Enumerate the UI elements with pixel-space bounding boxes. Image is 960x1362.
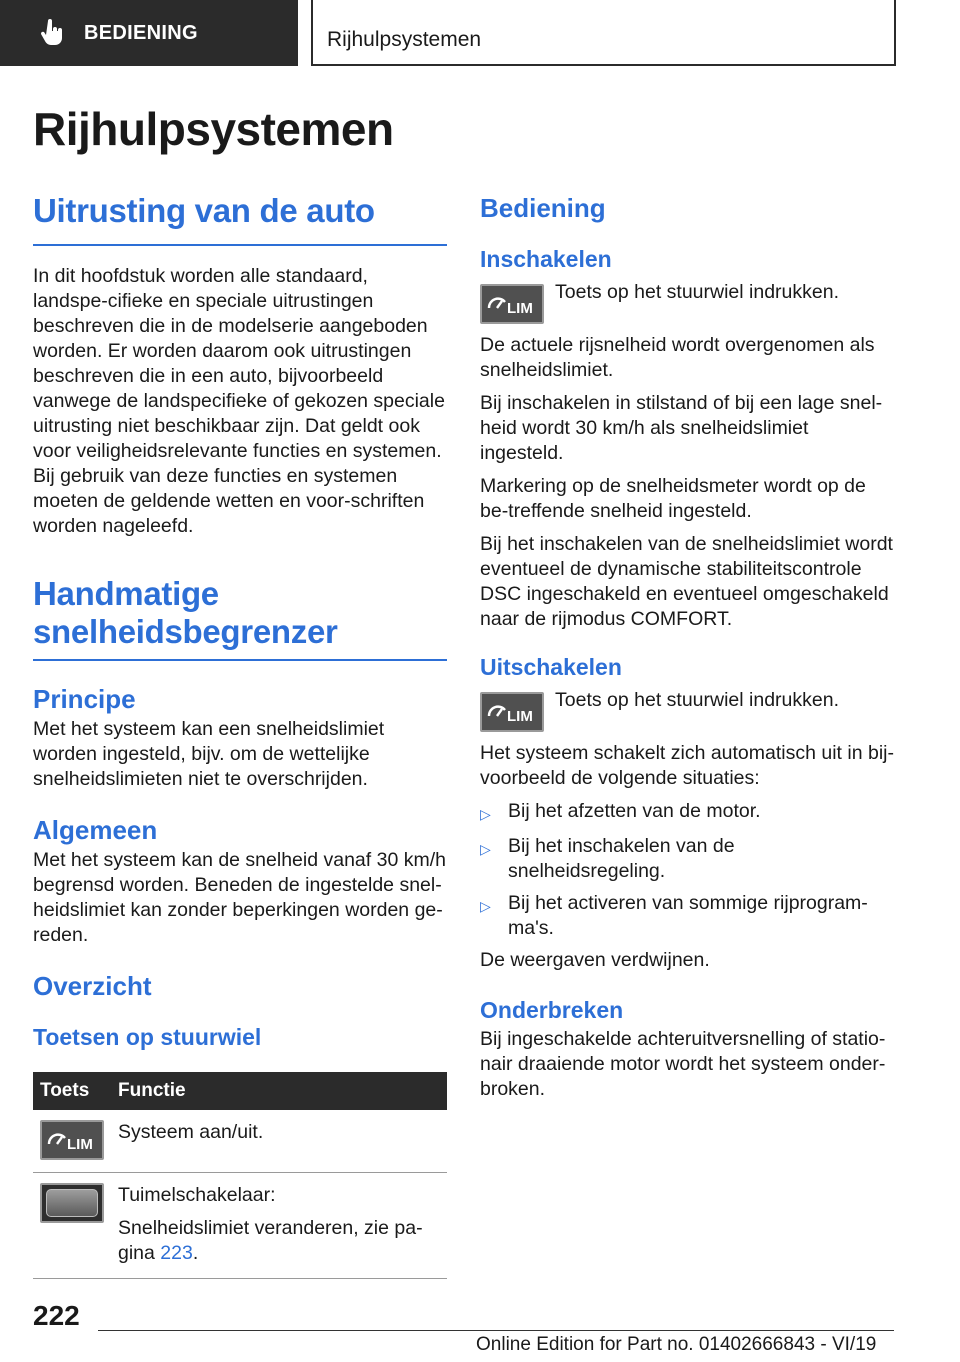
table-cell-functie: Systeem aan/uit.	[111, 1110, 447, 1173]
lim-button-icon	[480, 284, 544, 324]
table-cell-icon	[33, 1110, 111, 1173]
left-column	[33, 180, 447, 1279]
heading-uitschakelen: Uitschakelen	[480, 654, 622, 680]
rocker-description-suffix: .	[192, 1242, 199, 1264]
heading-toetsen: Toetsen op stuurwiel	[33, 1024, 262, 1050]
paragraph-principe: Met het systeem kan een snelheidslimiet worden ingesteld, bijv. om de wettelijke snelheidslimieten niet te overschrijden.	[33, 718, 385, 790]
rocker-label: Tuimelschakelaar:	[118, 1184, 276, 1206]
uitschakelen-instruction	[480, 688, 896, 732]
lim-button-icon	[480, 692, 544, 732]
table-header-row	[33, 1072, 447, 1110]
inschakelen-instruction	[480, 280, 896, 324]
header-chapter-label: Rijhulpsystemen	[327, 28, 482, 51]
footer-divider	[98, 1330, 894, 1331]
header-section-label: BEDIENING	[84, 21, 198, 44]
heading-inschakelen: Inschakelen	[480, 246, 612, 272]
header-chapter-box	[311, 0, 896, 66]
triangle-bullet-icon: ▷	[480, 898, 491, 914]
lim-label: LIM	[67, 1136, 93, 1153]
paragraph-inschakelen-2: Bij inschakelen in stilstand of bij een lage snel-heid wordt 30 km/h als snelheidslimiet ingesteld.	[480, 392, 883, 464]
paragraph-uitrusting: In dit hoofdstuk worden alle standaard, landspe-cifieke en speciale uitrustingen beschreven die in de modelserie aangeboden worden. Er worden daarom ook uitrustingen beschreven die in een auto, bijvoorbeeld vanwege de landspecifieke of gekozen speciale uitrusting niet beschikbaar zijn. Dat geldt ook voor veiligheidsrelevante functies en systemen. Bij gebruik van deze functies en systemen moeten de geldende wetten en voor-schriften worden nageleefd.	[33, 265, 445, 537]
rocker-switch-icon	[40, 1183, 104, 1223]
hand-pointer-icon	[38, 19, 66, 47]
heading-uitrusting: Uitrusting van de auto	[33, 192, 447, 246]
rocker-description	[118, 1216, 440, 1266]
right-column	[480, 180, 896, 1102]
heading-handmatige-block	[33, 575, 447, 661]
page-number: 222	[33, 1300, 80, 1331]
inschakelen-instruction-text: Toets op het stuurwiel indrukken.	[555, 281, 839, 303]
header-section-tab	[0, 0, 298, 66]
rocker-description-text: Snelheidslimiet veranderen, zie pa-gina	[118, 1217, 423, 1264]
list-item-text: Bij het afzetten van de motor.	[508, 800, 761, 822]
table-row	[33, 1173, 447, 1279]
lim-label: LIM	[507, 300, 533, 317]
triangle-bullet-icon: ▷	[480, 806, 491, 822]
list-item-text: Bij het inschakelen van de snelheidsregeling.	[508, 835, 735, 882]
heading-handmatige-line1: Handmatige	[33, 575, 219, 612]
table-row	[33, 1110, 447, 1173]
heading-algemeen: Algemeen	[33, 815, 158, 845]
heading-bediening: Bediening	[480, 193, 606, 223]
uitschakelen-list	[480, 799, 896, 941]
heading-onderbreken: Onderbreken	[480, 997, 624, 1023]
page-title: Rijhulpsystemen	[33, 103, 394, 155]
table-header-toets: Toets	[33, 1072, 111, 1110]
list-item-text: Bij het activeren van sommige rijprogram-ma's.	[508, 892, 868, 939]
heading-principe: Principe	[33, 684, 136, 714]
lim-label: LIM	[507, 708, 533, 725]
heading-handmatige-line2: snelheidsbegrenzer	[33, 613, 338, 650]
table-cell-icon	[33, 1173, 111, 1279]
paragraph-algemeen: Met het systeem kan de snelheid vanaf 30 km/h begrensd worden. Beneden de ingestelde snel-heidslimiet kan zonder beperkingen worden ge-reden.	[33, 849, 446, 946]
overview-table	[33, 1072, 447, 1279]
heading-overzicht: Overzicht	[33, 971, 152, 1001]
page-link-223[interactable]: 223	[160, 1242, 193, 1264]
triangle-bullet-icon: ▷	[480, 841, 491, 857]
table-cell-functie	[111, 1173, 447, 1279]
paragraph-inschakelen-1: De actuele rijsnelheid wordt overgenomen als snelheidslimiet.	[480, 334, 875, 381]
paragraph-uitschakelen-2: De weergaven verdwijnen.	[480, 949, 710, 971]
uitschakelen-instruction-text: Toets op het stuurwiel indrukken.	[555, 689, 839, 711]
paragraph-onderbreken: Bij ingeschakelde achteruitversnelling of statio-nair draaiende motor wordt het systeem onder-broken.	[480, 1028, 886, 1100]
paragraph-inschakelen-3: Markering op de snelheidsmeter wordt op de be-treffende snelheid ingesteld.	[480, 475, 866, 522]
list-item	[480, 834, 896, 884]
table-header-functie: Functie	[111, 1072, 447, 1110]
list-item	[480, 891, 896, 941]
footer-edition: Online Edition for Part no. 01402666843 - VI/19	[476, 1334, 877, 1355]
lim-button-icon	[40, 1120, 104, 1160]
paragraph-uitschakelen-1: Het systeem schakelt zich automatisch uit in bij-voorbeeld de volgende situaties:	[480, 742, 894, 789]
paragraph-inschakelen-4: Bij het inschakelen van de snelheidslimiet wordt eventueel de dynamische stabiliteitscontrole DSC ingeschakeld en eventueel omgeschakeld naar de rijmodus COMFORT.	[480, 533, 893, 630]
list-item	[480, 799, 896, 827]
